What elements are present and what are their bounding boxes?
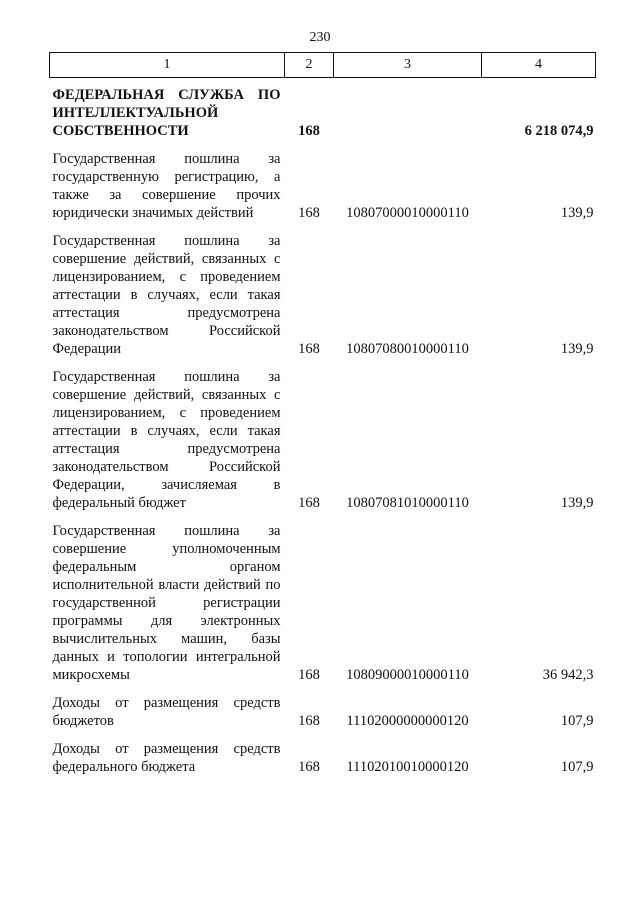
row-revenue-code: 10807080010000110 xyxy=(346,341,469,357)
page-number: 230 xyxy=(309,30,331,45)
row-name: Государственная пошлина за совершение действий, связанных с лицензированием, с проведением аттестации в случаях, если такая аттестация предусмотрена законодательством Российской Федерации, зачисляемая в федеральный бюджет xyxy=(52,369,281,511)
column-header-2: 2 xyxy=(285,53,334,78)
table-row xyxy=(50,360,596,514)
row-name: Доходы от размещения средств бюджетов xyxy=(52,695,281,729)
column-header-3: 3 xyxy=(334,53,482,78)
row-revenue-code: 10807081010000110 xyxy=(346,495,469,511)
table-row xyxy=(50,142,596,224)
row-name: Доходы от размещения средств федерального бюджета xyxy=(52,741,281,775)
row-amount: 139,9 xyxy=(560,205,594,221)
row-amount: 6 218 074,9 xyxy=(524,123,594,139)
table-row xyxy=(50,686,596,732)
row-amount: 139,9 xyxy=(560,341,594,357)
row-amount: 107,9 xyxy=(560,713,594,729)
row-revenue-code: 11102000000000120 xyxy=(346,713,469,729)
row-amount: 139,9 xyxy=(560,495,594,511)
row-admin-code: 168 xyxy=(298,667,320,683)
row-revenue-code: 10809000010000110 xyxy=(346,667,469,683)
row-admin-code: 168 xyxy=(298,495,320,511)
row-amount: 36 942,3 xyxy=(542,667,594,683)
row-revenue-code: 11102010010000120 xyxy=(346,759,469,775)
revenue-table xyxy=(49,52,596,778)
row-revenue-code xyxy=(334,78,482,143)
row-admin-code: 168 xyxy=(298,123,320,139)
row-amount: 107,9 xyxy=(560,759,594,775)
row-name: Государственная пошлина за совершение действий, связанных с лицензированием, с проведением аттестации в случаях, если такая аттестация предусмотрена законодательством Российской Федерации xyxy=(52,233,281,357)
row-admin-code: 168 xyxy=(298,205,320,221)
row-name: ФЕДЕРАЛЬНАЯ СЛУЖБА ПО ИНТЕЛЛЕКТУАЛЬНОЙ СОБСТВЕННОСТИ xyxy=(52,87,281,139)
row-revenue-code: 10807000010000110 xyxy=(346,205,469,221)
row-admin-code: 168 xyxy=(298,713,320,729)
row-name: Государственная пошлина за государственную регистрацию, а также за совершение прочих юридически значимых действий xyxy=(52,151,281,221)
column-header-4: 4 xyxy=(482,53,596,78)
table-row xyxy=(50,514,596,686)
row-admin-code: 168 xyxy=(298,759,320,775)
table-header-row xyxy=(50,53,596,78)
row-admin-code: 168 xyxy=(298,341,320,357)
table-row xyxy=(50,224,596,360)
row-name: Государственная пошлина за совершение уполномоченным федеральным органом исполнительной власти действий по государственной регистрации программы для электронных вычислительных машин, базы данных и топологии интегральной микросхемы xyxy=(52,523,281,683)
table-row-agency-total xyxy=(50,78,596,143)
column-header-1: 1 xyxy=(50,53,285,78)
table-row xyxy=(50,732,596,778)
